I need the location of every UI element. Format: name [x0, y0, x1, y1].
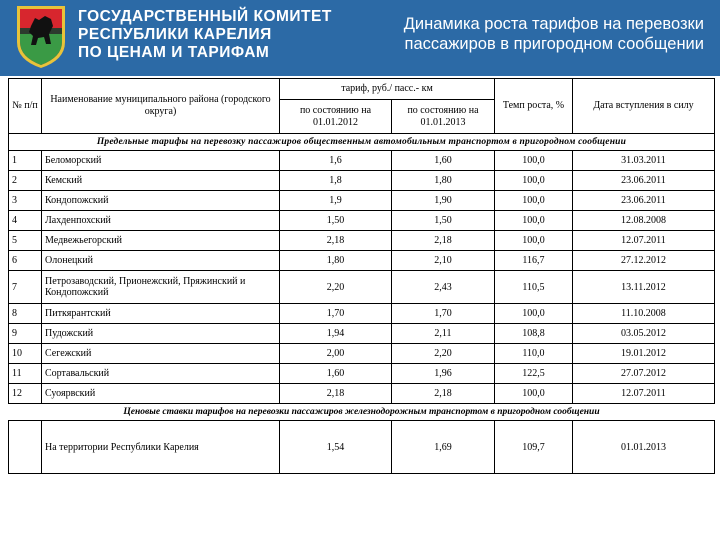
row-date: 27.12.2012 [573, 251, 715, 271]
row-num: 5 [9, 231, 42, 251]
row-name: Кондопожский [42, 191, 280, 211]
row-num: 3 [9, 191, 42, 211]
header-effective: Дата вступления в силу [573, 79, 715, 134]
title-line: Динамика роста тарифов на перевозки [403, 15, 704, 33]
row-num: 10 [9, 344, 42, 364]
page-title [364, 14, 704, 54]
row-num: 11 [9, 364, 42, 384]
row-growth: 100,0 [495, 151, 573, 171]
row-date: 01.01.2013 [573, 421, 715, 474]
header-name: Наименование муниципального района (городского округа) [42, 79, 280, 134]
table-row [9, 304, 715, 324]
row-date: 11.10.2008 [573, 304, 715, 324]
row-tariff-2012: 1,80 [280, 251, 392, 271]
row-tariff-2012: 1,50 [280, 211, 392, 231]
table-row [9, 151, 715, 171]
row-date: 19.01.2012 [573, 344, 715, 364]
header-growth: Темп роста, % [495, 79, 573, 134]
table-row [9, 211, 715, 231]
row-num: 4 [9, 211, 42, 231]
row-tariff-2012: 2,20 [280, 271, 392, 304]
table-row [9, 364, 715, 384]
row-tariff-2012: 1,6 [280, 151, 392, 171]
org-line: РЕСПУБЛИКИ КАРЕЛИЯ [78, 26, 272, 43]
row-name: Сортавальский [42, 364, 280, 384]
row-date: 13.11.2012 [573, 271, 715, 304]
section-rail-tariffs: Ценовые ставки тарифов на перевозки пассажиров железнодорожным транспортом в пригородном сообщении [9, 404, 715, 421]
row-name: Лахденпохский [42, 211, 280, 231]
row-date: 23.06.2011 [573, 171, 715, 191]
row-tariff-2013: 2,10 [392, 251, 495, 271]
header-date-2012: по состоянию на 01.01.2012 [280, 100, 392, 134]
row-tariff-2012: 2,00 [280, 344, 392, 364]
row-num: 9 [9, 324, 42, 344]
row-date: 03.05.2012 [573, 324, 715, 344]
row-name: Пудожский [42, 324, 280, 344]
section-bus-tariffs: Предельные тарифы на перевозку пассажиров общественным автомобильным транспортом в пригородном сообщении [9, 134, 715, 151]
row-tariff-2012: 1,9 [280, 191, 392, 211]
header-num: № п/п [9, 79, 42, 134]
row-num: 1 [9, 151, 42, 171]
row-tariff-2012: 1,94 [280, 324, 392, 344]
table-row [9, 344, 715, 364]
table-row [9, 324, 715, 344]
row-tariff-2012: 1,54 [280, 421, 392, 474]
row-num: 8 [9, 304, 42, 324]
row-name: Беломорский [42, 151, 280, 171]
row-tariff-2012: 2,18 [280, 384, 392, 404]
row-tariff-2013: 2,43 [392, 271, 495, 304]
row-name: Кемский [42, 171, 280, 191]
row-date: 12.07.2011 [573, 231, 715, 251]
row-growth: 109,7 [495, 421, 573, 474]
row-tariff-2013: 2,18 [392, 231, 495, 251]
row-tariff-2013: 1,96 [392, 364, 495, 384]
row-date: 31.03.2011 [573, 151, 715, 171]
row-tariff-2013: 1,60 [392, 151, 495, 171]
row-growth: 100,0 [495, 211, 573, 231]
row-num: 12 [9, 384, 42, 404]
row-growth: 100,0 [495, 384, 573, 404]
row-name: Питкярантский [42, 304, 280, 324]
row-growth: 100,0 [495, 231, 573, 251]
org-line: ГОСУДАРСТВЕННЫЙ КОМИТЕТ [78, 8, 332, 25]
row-tariff-2012: 1,8 [280, 171, 392, 191]
table-row-rail [9, 421, 715, 474]
row-name: Сегежский [42, 344, 280, 364]
table-row [9, 271, 715, 304]
row-date: 27.07.2012 [573, 364, 715, 384]
row-growth: 100,0 [495, 304, 573, 324]
row-growth: 110,0 [495, 344, 573, 364]
header-tariff-group: тариф, руб./ пасс.- км [280, 79, 495, 100]
table-row [9, 191, 715, 211]
row-tariff-2013: 1,69 [392, 421, 495, 474]
row-name: Медвежьегорский [42, 231, 280, 251]
row-tariff-2012: 1,60 [280, 364, 392, 384]
row-growth: 110,5 [495, 271, 573, 304]
org-line: ПО ЦЕНАМ И ТАРИФАМ [78, 44, 270, 61]
row-name: На территории Республики Карелия [42, 421, 280, 474]
row-growth: 122,5 [495, 364, 573, 384]
row-growth: 116,7 [495, 251, 573, 271]
row-name: Петрозаводский, Прионежский, Пряжинский и Кондопожский [42, 271, 280, 304]
title-line: пассажиров в пригородном сообщении [404, 35, 704, 53]
table-row [9, 384, 715, 404]
row-tariff-2013: 2,11 [392, 324, 495, 344]
row-growth: 108,8 [495, 324, 573, 344]
organization-name [78, 8, 332, 62]
row-num: 6 [9, 251, 42, 271]
row-tariff-2013: 1,80 [392, 171, 495, 191]
row-tariff-2013: 1,50 [392, 211, 495, 231]
row-tariff-2013: 1,90 [392, 191, 495, 211]
table-row [9, 171, 715, 191]
row-date: 12.08.2008 [573, 211, 715, 231]
row-tariff-2013: 2,18 [392, 384, 495, 404]
row-num: 2 [9, 171, 42, 191]
row-name: Олонецкий [42, 251, 280, 271]
karelia-coat-of-arms-icon [13, 4, 69, 70]
row-growth: 100,0 [495, 191, 573, 211]
table-row [9, 231, 715, 251]
tariff-table [8, 78, 715, 474]
row-date: 12.07.2011 [573, 384, 715, 404]
row-num [9, 421, 42, 474]
row-growth: 100,0 [495, 171, 573, 191]
header-date-2013: по состоянию на 01.01.2013 [392, 100, 495, 134]
row-tariff-2012: 1,70 [280, 304, 392, 324]
row-tariff-2012: 2,18 [280, 231, 392, 251]
row-tariff-2013: 1,70 [392, 304, 495, 324]
row-name: Суоярвский [42, 384, 280, 404]
row-date: 23.06.2011 [573, 191, 715, 211]
row-num: 7 [9, 271, 42, 304]
table-row [9, 251, 715, 271]
header-banner [0, 0, 720, 76]
row-tariff-2013: 2,20 [392, 344, 495, 364]
